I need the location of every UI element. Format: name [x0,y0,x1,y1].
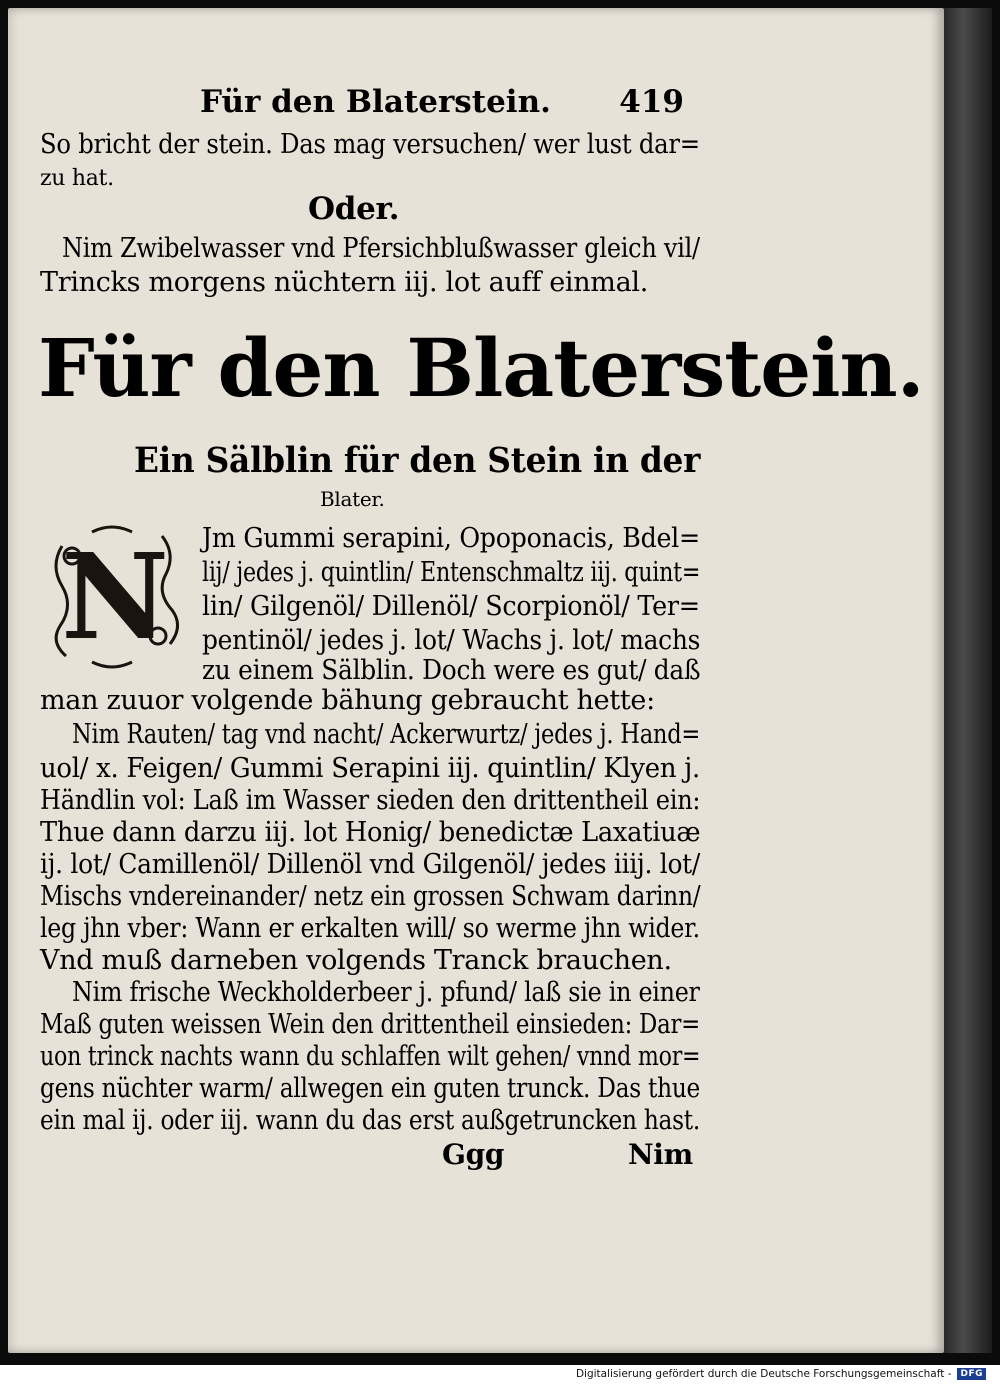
text-line: Maß guten weissen Wein den drittentheil einsieden: Dar= [40,1009,700,1040]
signature-mark: Ggg [442,1138,505,1171]
initial-letter: N [61,527,169,666]
decorated-initial-n-icon [42,516,188,676]
text-line: gens nüchter warm/ allwegen ein guten trunck. Das thue [40,1073,701,1104]
book-gutter [944,8,992,1353]
text-line: Nim Zwibelwasser vnd Pfersichblußwasser gleich vil/ [62,233,700,264]
text-line: Jm Gummi serapini, Opoponacis, Bdel= [202,523,700,554]
text-line: leg jhn vber: Wann er erkalten will/ so werme jhn wider. [40,913,700,944]
text-line: Nim frische Weckholderbeer j. pfund/ laß sie in einer [72,977,700,1008]
text-line: Nim Rauten/ tag vnd nacht/ Ackerwurtz/ jedes j. Hand= [72,719,701,750]
dfg-logo-icon: DFG [957,1368,986,1380]
section-heading-oder: Oder. [308,191,400,227]
text-line: Vnd muß darneben volgends Tranck brauchen. [40,945,672,976]
text-line: So bricht der stein. Das mag versuchen/ wer lust dar= [40,129,700,160]
subheading-line-2: Blater. [320,487,385,511]
catchword: Nim [628,1138,693,1171]
text-line: lin/ Gilgenöl/ Dillenöl/ Scorpionöl/ Ter= [202,591,700,622]
chapter-heading: Für den Blaterstein. [38,321,924,415]
subheading-line-1: Ein Sälblin für den Stein in der [134,440,701,481]
text-line: Mischs vndereinander/ netz ein grossen Schwam darinn/ [40,881,701,912]
text-line: pentinöl/ jedes j. lot/ Wachs j. lot/ machs [202,625,701,656]
digitization-footer [576,1368,986,1380]
text-line: Trincks morgens nüchtern iij. lot auff einmal. [40,267,649,298]
footer-text: Digitalisierung gefördert durch die Deutsche Forschungsgemeinschaft - [575,1368,952,1380]
running-head-title: Für den Blaterstein. [200,84,551,120]
text-line: zu einem Sälblin. Doch were es gut/ daß [202,655,701,686]
text-line: uol/ x. Feigen/ Gummi Serapini iij. quintlin/ Klyen j. [40,753,700,784]
text-line: man zuuor volgende bähung gebraucht hette: [40,685,655,716]
running-head [200,84,692,124]
text-line: zu hat. [40,166,114,191]
text-line: Händlin vol: Laß im Wasser sieden den drittentheil ein: [40,785,701,816]
text-line: uon trinck nachts wann du schlaffen wilt gehen/ vnnd mor= [40,1041,701,1072]
page-number: 419 [619,84,684,120]
text-line: ein mal ij. oder iij. wann du das erst außgetruncken hast. [40,1105,700,1136]
text-line: Thue dann darzu iij. lot Honig/ benedictæ Laxatiuæ [40,817,701,848]
text-line: ij. lot/ Camillenöl/ Dillenöl vnd Gilgenöl/ jedes iiij. lot/ [40,849,701,880]
text-line: lij/ jedes j. quintlin/ Entenschmaltz iij. quint= [202,557,701,588]
decorated-initial [42,516,188,676]
